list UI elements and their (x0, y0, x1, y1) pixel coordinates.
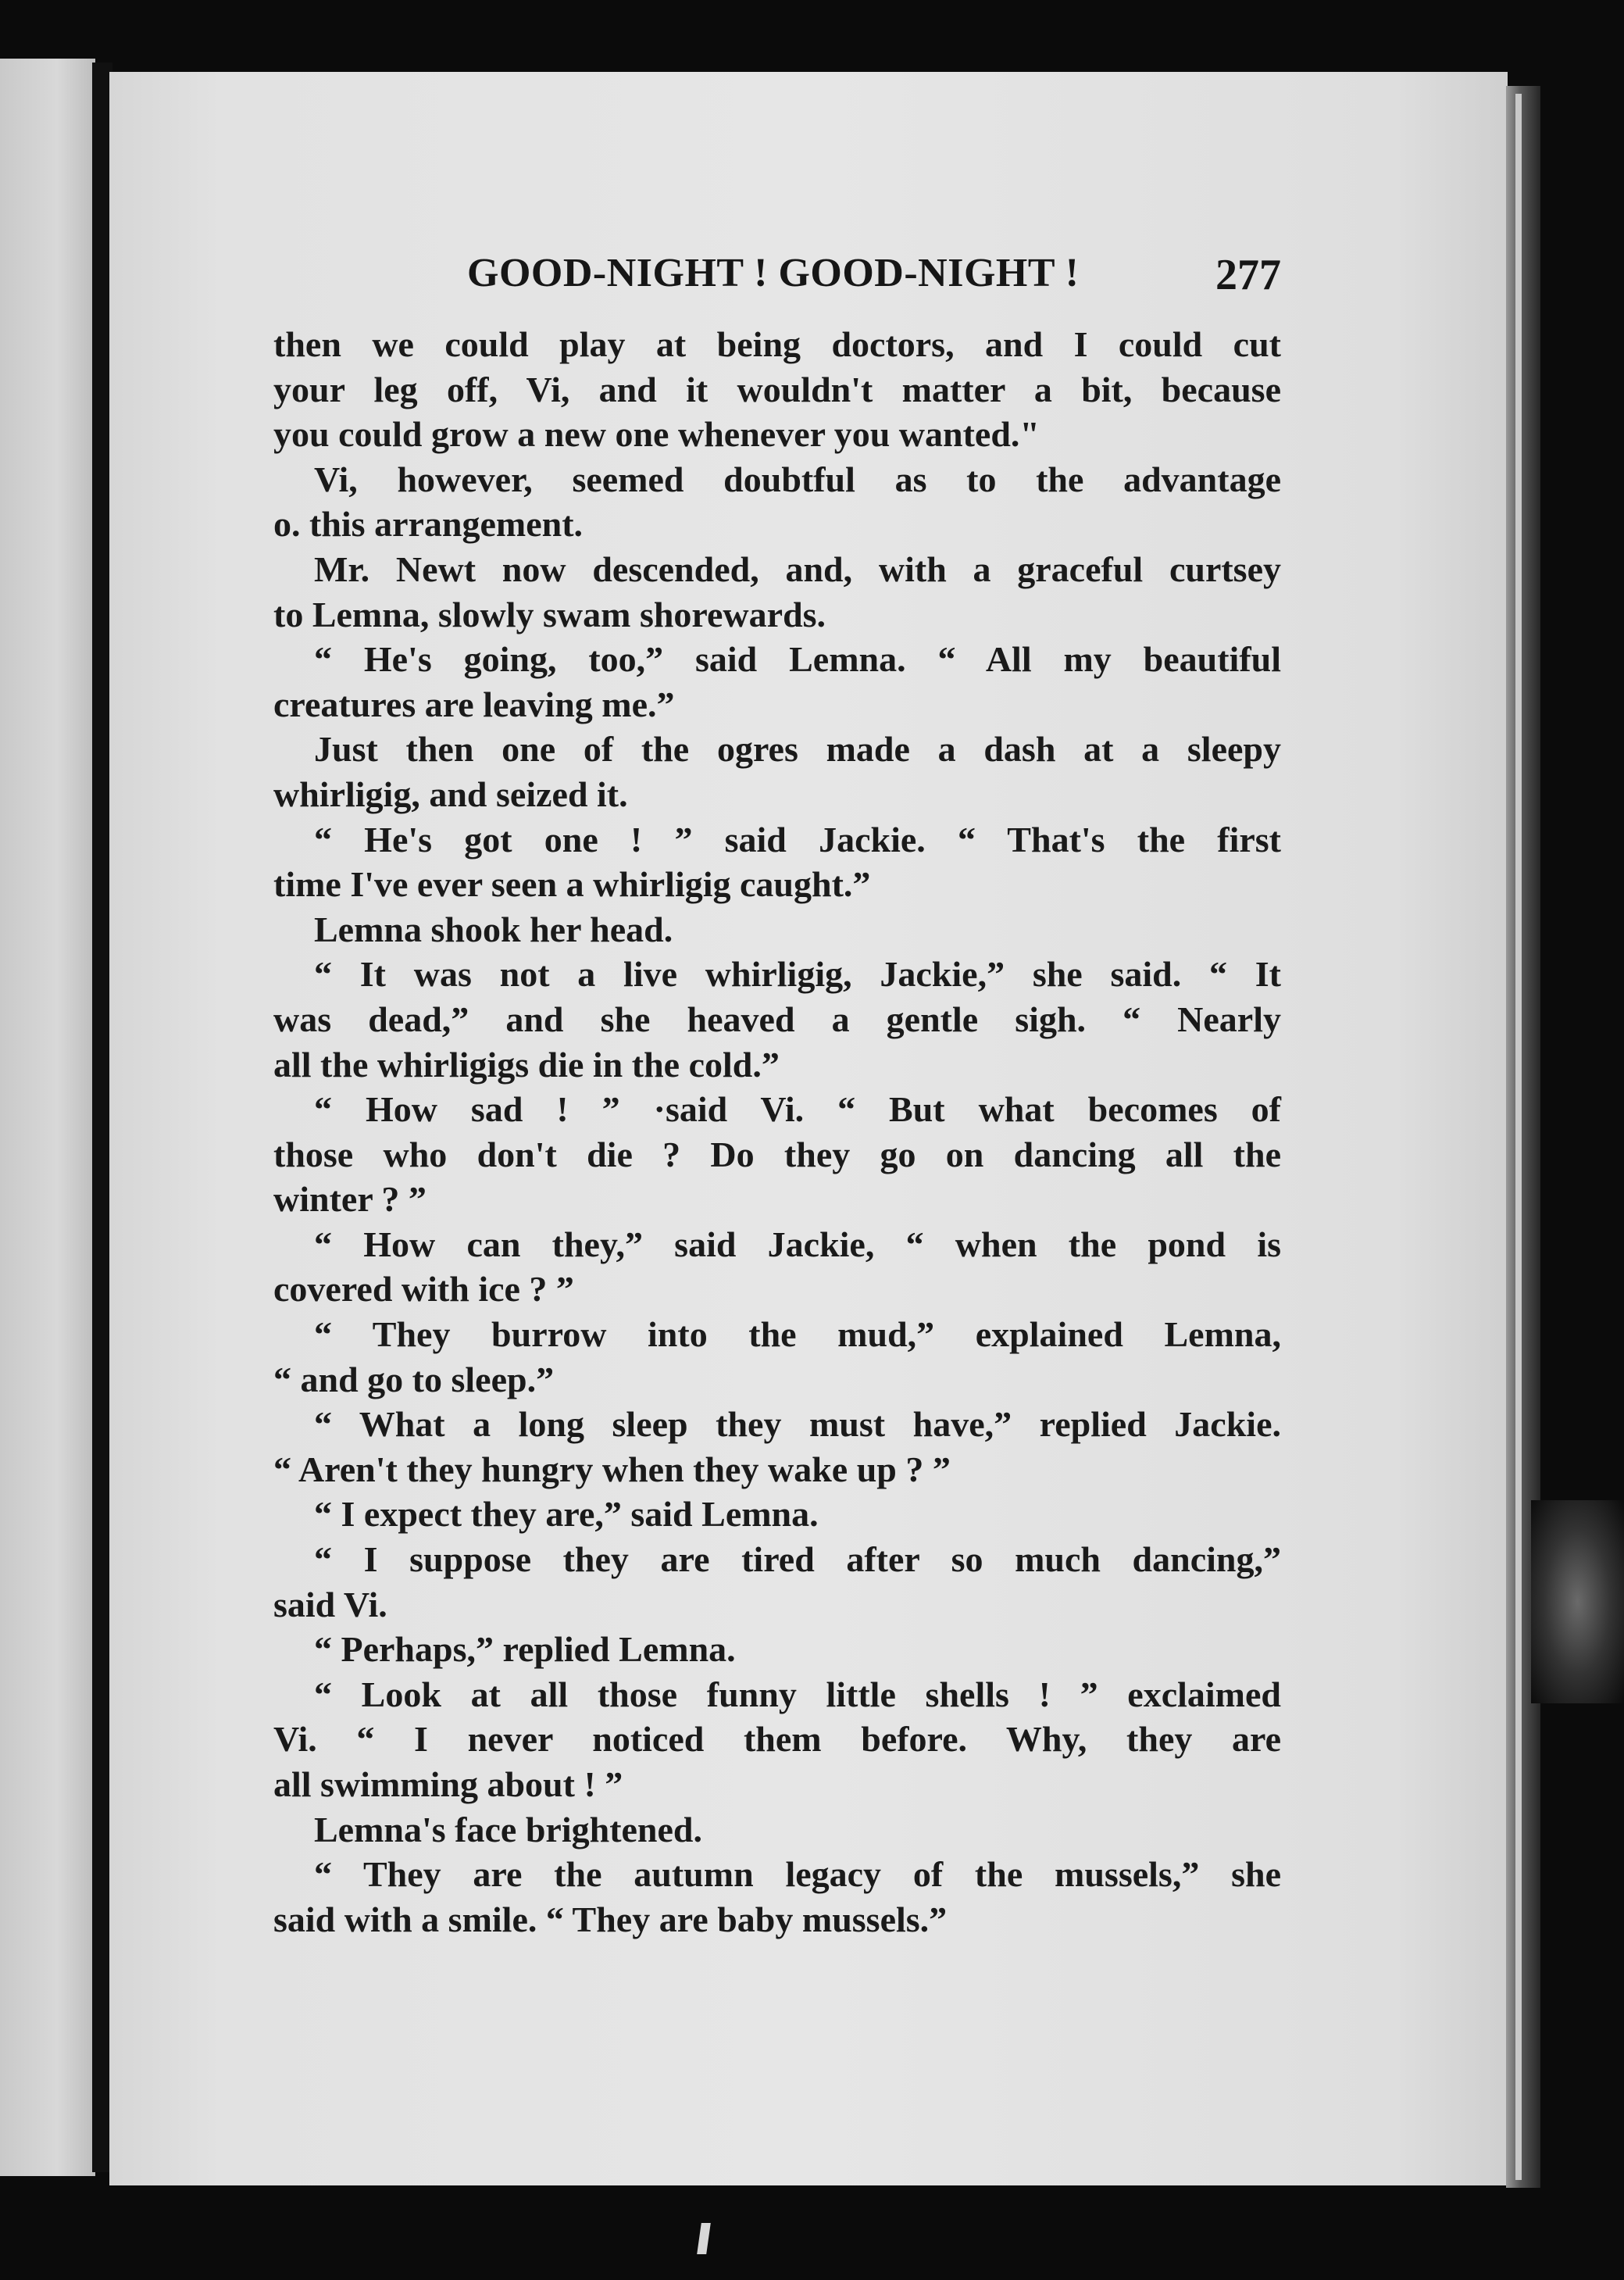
text-line: “ What a long sleep they must have,” replied Jackie. (314, 1404, 1281, 1445)
page-number: 277 (1215, 251, 1281, 299)
text-line: “ He's going, too,” said Lemna. “ All my beautiful (314, 639, 1281, 680)
text-line: “ I expect they are,” said Lemna. (314, 1494, 819, 1535)
text-line: “ They are the autumn legacy of the mussels,” she (314, 1854, 1281, 1895)
text-line: all swimming about ! ” (273, 1764, 623, 1804)
text-line: to Lemna, slowly swam shorewards. (273, 594, 826, 634)
text-line: “ Aren't they hungry when they wake up ? ” (273, 1449, 951, 1489)
text-line: Just then one of the ogres made a dash at a sleepy (314, 729, 1281, 770)
text-line: all the whirligigs die in the cold.” (273, 1044, 780, 1085)
page-header (281, 250, 1281, 297)
text-line: o. this arrangement. (273, 504, 584, 545)
text-line: “ They burrow into the mud,” explained Lemna, (314, 1314, 1281, 1355)
text-line: “ I suppose they are tired after so much dancing,” (314, 1539, 1281, 1580)
text-line: “ Perhaps,” replied Lemna. (314, 1629, 736, 1670)
text-line: Vi, however, seemed doubtful as to the advantage (314, 459, 1281, 499)
scan-artifact-mark (697, 2223, 711, 2254)
text-line: covered with ice ? ” (273, 1269, 574, 1310)
facing-page-edge (0, 59, 95, 2176)
text-line: Vi. “ I never noticed them before. Why, they are (273, 1719, 1281, 1760)
text-line: “ How sad ! ” ·said Vi. “ But what becomes of (314, 1089, 1281, 1130)
text-line: Lemna shook her head. (314, 909, 673, 949)
running-head: GOOD-NIGHT ! GOOD-NIGHT ! (467, 251, 1080, 295)
text-line: “ He's got one ! ” said Jackie. “ That's the first (314, 819, 1281, 859)
text-line: your leg off, Vi, and it wouldn't matter a bit, because (273, 369, 1281, 409)
page-stack-edge (1506, 86, 1540, 2188)
text-line: whirligig, and seized it. (273, 774, 628, 814)
scan-shadow (1531, 1500, 1624, 1703)
text-line: “ and go to sleep.” (273, 1359, 555, 1399)
text-line: said with a smile. “ They are baby mussels.” (273, 1899, 948, 1939)
text-line: then we could play at being doctors, and I could cut (273, 324, 1281, 364)
body-text (273, 322, 1281, 1942)
text-line: creatures are leaving me.” (273, 684, 675, 724)
text-line: you could grow a new one whenever you wanted." (273, 414, 1040, 455)
text-line: winter ? ” (273, 1179, 427, 1220)
text-line: “ It was not a live whirligig, Jackie,” she said. “ It (314, 954, 1281, 995)
text-line: those who don't die ? Do they go on dancing all the (273, 1134, 1281, 1174)
text-line: was dead,” and she heaved a gentle sigh. “ Nearly (273, 999, 1281, 1039)
text-line: “ Look at all those funny little shells ! ” exclaimed (314, 1674, 1281, 1714)
text-line: Lemna's face brightened. (314, 1809, 703, 1849)
text-line: “ How can they,” said Jackie, “ when the pond is (314, 1224, 1281, 1264)
text-line: Mr. Newt now descended, and, with a graceful curtsey (314, 549, 1281, 589)
text-line: said Vi. (273, 1584, 387, 1624)
page-stack-highlight (1515, 94, 1522, 2180)
text-line: time I've ever seen a whirligig caught.” (273, 864, 871, 905)
